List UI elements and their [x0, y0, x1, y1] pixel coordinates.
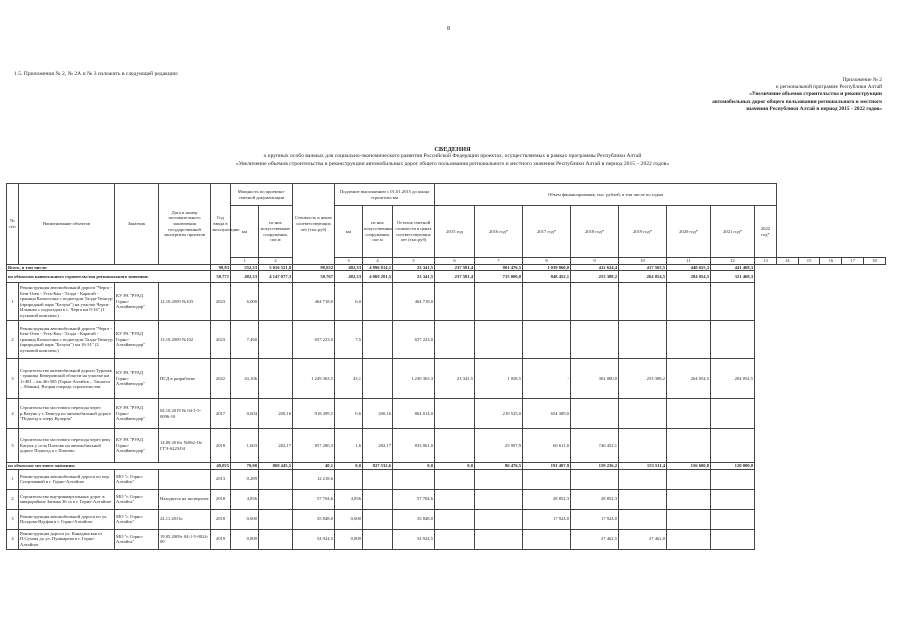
section-label: по объектам капитального строительства регионального значения: [7, 271, 211, 283]
table-cell: 0,0 [335, 463, 363, 470]
table-cell: 43,106 [231, 359, 259, 399]
table-row [7, 509, 886, 529]
table-cell: 70,00 [231, 463, 259, 470]
appendix-block [482, 77, 882, 113]
table-cell: 210 525,0 [475, 399, 523, 429]
table-cell [667, 469, 711, 489]
table-cell: 1 058,5 [475, 359, 523, 399]
header-capacity: Мощность по проектно-сметной документации [231, 184, 293, 206]
table-row [7, 359, 886, 399]
table-cell: 40,055 [211, 463, 231, 470]
table-cell: 0,604 [231, 399, 259, 429]
table-cell: 23 341,5 [393, 271, 435, 283]
table-cell [435, 399, 475, 429]
table-cell: 13.10.2009 №102 [159, 321, 211, 359]
table-cell: 1 [7, 469, 19, 489]
table-cell: 191 407,9 [523, 463, 571, 470]
header-expertise: Дата и номер положительного заключения государственной экспертизы проектов [159, 184, 211, 265]
table-cell: 54 924,5 [393, 529, 435, 549]
table-cell: 58,771 [211, 271, 231, 283]
table-cell: 2 [7, 489, 19, 509]
table-cell [619, 509, 667, 529]
table-cell: 715 000,0 [475, 271, 523, 283]
table-cell [667, 489, 711, 509]
column-number: 4 [363, 258, 393, 265]
table-cell: 153 511,4 [619, 463, 667, 470]
header-financing: Объем финансирования, тыс. рублей, в том числе по годам [435, 184, 777, 206]
object-name: Реконструкция автомобильной дороги по пер. Спортивный в г. Горно-Алтайске [19, 469, 115, 489]
column-number: 2 [259, 258, 293, 265]
table-cell: 284 054,5 [711, 359, 755, 399]
table-cell [363, 509, 393, 529]
table-cell [523, 283, 571, 321]
column-number: 17 [842, 258, 864, 265]
table-cell: 1 249 363,3 [393, 359, 435, 399]
intro-text: 1.5. Приложения № 2, № 2А и № 3 изложить в следующей редакции: [14, 71, 179, 77]
table-cell: 2 [7, 321, 19, 359]
table-cell: 19.05.2009г 04-1-5-0024-09 [159, 529, 211, 549]
table-cell [335, 469, 363, 489]
table-cell [475, 509, 523, 529]
table-cell: 833 061,0 [393, 429, 435, 463]
table-cell [667, 321, 711, 359]
table-cell: 24.11.2013г. [159, 509, 211, 529]
table-cell [259, 359, 293, 399]
table-cell: КУ РА "РУАД Горно-Алтайавтодор" [115, 399, 159, 429]
table-cell [711, 529, 755, 549]
table-cell [711, 321, 755, 359]
table-cell: 848 452,1 [523, 271, 571, 283]
table-cell: 657 223,0 [293, 321, 335, 359]
table-cell [475, 283, 523, 321]
table-cell: 0,800 [231, 529, 259, 549]
table-cell [475, 489, 523, 509]
table-cell: 1,6 [335, 429, 363, 463]
table-cell: 464 718,0 [293, 283, 335, 321]
table-cell [159, 469, 211, 489]
table-cell [619, 429, 667, 463]
table-cell: 1 [7, 283, 19, 321]
table-cell: 3 [7, 509, 19, 529]
section-local-row [7, 463, 886, 470]
table-cell: 4 [7, 529, 19, 549]
header-done-structures: из них искусственные сооружения, пог.м [363, 206, 393, 258]
table-cell: 302 000,0 [571, 359, 619, 399]
column-number: 9 [571, 258, 619, 265]
table-cell [523, 321, 571, 359]
table-cell: 827 532,6 [363, 463, 393, 470]
table-cell: 0,0 [393, 463, 435, 470]
table-cell: 98,83 [211, 264, 231, 271]
document-heading [0, 146, 905, 168]
table-cell [667, 283, 711, 321]
table-cell: 5 [7, 429, 19, 463]
object-name: Реконструкция автомобильной дороги "Черга - Беш-Озек - Усть-Кан - Талда - Карагай - граница Казахстана с подъездом Талда-Тюнгур (природный парк "Белуха") км 16-31" (2 пусковой комплекс) [19, 321, 115, 359]
document-subtitle: о крупных особо важных для социально-экономического развития Российской Федерации проектах, осуществляемых в рамках программы Республики Алтай [263, 153, 642, 160]
row-label: Всего, в том числе: [7, 264, 211, 271]
header-name: Наименование объектов [19, 184, 115, 265]
header-year-2020: 2020 год* [667, 206, 711, 258]
table-cell: 0,0 [435, 463, 475, 470]
object-name: Реконструкция автомобильной дороги по ул. Полдова-Ядуфая в г. Горно-Алтайске [19, 509, 115, 529]
table-cell: 86 476,5 [475, 463, 523, 470]
table-cell: 264 054,5 [619, 271, 667, 283]
table-cell: 35 848,0 [293, 509, 335, 529]
table-cell [711, 429, 755, 463]
table-cell: 60 611,0 [523, 429, 571, 463]
table-cell: 0,6 [335, 399, 363, 429]
table-cell: 35 848,0 [393, 509, 435, 529]
table-cell [711, 489, 755, 509]
table-cell [711, 509, 755, 529]
table-cell: 57 704,6 [293, 489, 335, 509]
table-cell: КУ РА "РУАД Горно-Алтайавтодор" [115, 321, 159, 359]
table-cell: 58,767 [293, 271, 335, 283]
table-cell: 237 581,4 [435, 271, 475, 283]
column-number: 10 [619, 258, 667, 265]
table-cell: 23 341,5 [435, 359, 475, 399]
table-row [7, 399, 886, 429]
table-cell [523, 529, 571, 549]
table-cell: 14.09.2016г №862-16/ГГЭ-6223/04 [159, 429, 211, 463]
table-cell [363, 489, 393, 509]
header-year-2019: 2019 год* [619, 206, 667, 258]
table-cell: 6,000 [231, 283, 259, 321]
header-done-rest: Остаток сметной стоимости в ценах соответствующих лет (тыс.руб) [393, 206, 435, 258]
table-cell [667, 429, 711, 463]
table-cell: 28 852,3 [571, 489, 619, 509]
table-cell: 2018 [211, 489, 231, 509]
table-cell [711, 469, 755, 489]
appendix-line: Приложение № 2 [842, 77, 882, 83]
table-cell [667, 529, 711, 549]
table-cell [435, 469, 475, 489]
column-number: 18 [864, 258, 886, 265]
table-cell [259, 283, 293, 321]
table-cell: 253 388,2 [619, 359, 667, 399]
table-cell [363, 359, 393, 399]
table-cell: МО "г. Горно-Алтайск" [115, 489, 159, 509]
table-cell: 918 499,5 [293, 399, 335, 429]
table-cell: 7,5 [335, 321, 363, 359]
table-cell [523, 469, 571, 489]
table-cell [475, 529, 523, 549]
table-cell: 253 388,2 [571, 271, 619, 283]
table-cell: 2022 [211, 359, 231, 399]
document-subtitle: «Увеличение объемов строительства и реконструкции автомобильных дорог общего пользования регионального и местного значения Республики Алтай в период 2015 – 2022 годов» [235, 160, 670, 167]
appendix-program-title: автомобильных дорог общего пользования регионального и местного [712, 98, 882, 105]
table-cell [711, 283, 755, 321]
appendix-program-title: «Увеличение объемов строительства и реконструкции [749, 91, 882, 98]
table-cell: 17 924,0 [571, 509, 619, 529]
table-cell: 23 341,5 [393, 264, 435, 271]
header-year-2021: 2021 год* [711, 206, 755, 258]
table-cell: 200,16 [363, 399, 393, 429]
header-num: № п/п [7, 184, 19, 265]
table-cell [363, 469, 393, 489]
object-name: Реконструкция дороги ул. Канадинская от П.Сухова до ул. Пушкарева в г. Горно-Алтайске [19, 529, 115, 549]
table-cell: 237 581,4 [435, 264, 475, 271]
table-cell: 482,33 [231, 271, 259, 283]
table-cell: 264 054,5 [667, 359, 711, 399]
table-cell [619, 489, 667, 509]
column-number: 7 [475, 258, 523, 265]
table-cell [393, 469, 435, 489]
table-cell [435, 321, 475, 359]
table-row [7, 283, 886, 321]
table-cell: 321 468,3 [711, 271, 755, 283]
table-cell [619, 321, 667, 359]
table-cell [259, 489, 293, 509]
table-cell: 284 054,5 [667, 271, 711, 283]
table-cell: 440 655,3 [667, 264, 711, 271]
table-cell: 864 014,0 [393, 399, 435, 429]
header-year: Год ввода в эксплуатацию [211, 184, 231, 265]
header-capacity-structures: из них искусственные сооружения, пог.м [259, 206, 293, 258]
table-cell [619, 469, 667, 489]
table-cell: 2023 [211, 283, 231, 321]
table-cell: 4 [7, 399, 19, 429]
table-cell: 1 249 363,5 [293, 359, 335, 399]
table-cell: 43,1 [335, 359, 363, 399]
table-cell: 2017 [211, 399, 231, 429]
table-cell: 27 462,5 [571, 529, 619, 549]
table-cell: 7,460 [231, 321, 259, 359]
table-cell: 120 000,0 [711, 463, 755, 470]
table-cell: 801 476,5 [475, 264, 523, 271]
table-cell: 0,800 [335, 529, 363, 549]
column-number: 3 [335, 258, 363, 265]
table-cell: 2019 [211, 529, 231, 549]
table-cell: 4 069 281,5 [363, 271, 393, 283]
table-cell: 12.10.2009 №103 [159, 283, 211, 321]
appendix-line: к региональной программе Республики Алтай [776, 84, 882, 91]
table-cell: 482,33 [335, 264, 363, 271]
header-customer: Заказчик [115, 184, 159, 265]
table-cell [259, 321, 293, 359]
table-cell [363, 321, 393, 359]
table-cell: КУ РА "РУАД Горно-Алтайавтодор" [115, 283, 159, 321]
table-cell: 200,16 [259, 399, 293, 429]
table-cell: 1 039 860,0 [523, 264, 571, 271]
column-number: 13 [755, 258, 777, 265]
object-name: Реконструкция автомобильной дороги "Черга - Беш-Озек - Усть-Кан - Талда - Карагай - граница Казахстана с подъездом Талда-Тюнгур (природный парк "Белуха") на участке Черги-Ильинка с подъездом к с. Черга км 0-16" (1 пусковой комплекс) [19, 283, 115, 321]
table-cell: МО "г. Горно-Алтайск" [115, 529, 159, 549]
table-cell: 04.10.2019 № 04-1-5-0096-10 [159, 399, 211, 429]
table-cell: МО "г. Горно-Алтайск" [115, 469, 159, 489]
object-name: Строительство мостового перехода через р.Катунь у с.Тюнгур по автомобильной дороге "Подъезд к озеру Кучерла" [19, 399, 115, 429]
header-year-2022: 2022 год* [755, 206, 777, 258]
table-cell [619, 399, 667, 429]
table-cell [475, 469, 523, 489]
table-cell: 6,0 [335, 283, 363, 321]
table-cell: 417 565,5 [619, 264, 667, 271]
table-cell: 441 468,3 [711, 264, 755, 271]
table-row [7, 321, 886, 359]
table-cell: 282,17 [259, 429, 293, 463]
column-number: 1 [231, 258, 259, 265]
table-cell: 25 997,9 [475, 429, 523, 463]
table-row [7, 429, 886, 463]
column-number: 15 [798, 258, 820, 265]
table-cell: 1,603 [231, 429, 259, 463]
table-cell: 2018 [211, 429, 231, 463]
table-cell: 482,33 [335, 271, 363, 283]
table-cell [711, 399, 755, 429]
table-cell [667, 509, 711, 529]
table-cell: 4,856 [335, 489, 363, 509]
table-cell: 654 389,0 [523, 399, 571, 429]
table-cell: 159 236,2 [571, 463, 619, 470]
table-cell: 27 462,0 [619, 529, 667, 549]
table-cell: МО "г. Горно-Алтайск" [115, 509, 159, 529]
table-cell: 4 147 077,3 [259, 271, 293, 283]
table-cell: 12 218,6 [293, 469, 335, 489]
table-cell: 464 718,0 [393, 283, 435, 321]
table-cell: 746 452,1 [571, 429, 619, 463]
document-title: СВЕДЕНИЯ [434, 146, 471, 153]
header-year-2017: 2017 год* [523, 206, 571, 258]
appendix-program-title: значения Республики Алтай в период 2015 - 2022 годов» [745, 105, 882, 112]
table-cell: Находится на экспертизе [159, 489, 211, 509]
table-cell: 54 924,5 [293, 529, 335, 549]
table-cell: ПСД в разработке [159, 359, 211, 399]
table-cell: КУ РА "РУАД Горно-Алтайавтодор" [115, 429, 159, 463]
header-cost: Стоимость в ценах соответствующих лет (тыс.руб) [293, 184, 335, 265]
table-cell: 412 624,4 [571, 264, 619, 271]
table-cell [475, 321, 523, 359]
table-cell: 156 600,8 [667, 463, 711, 470]
table-cell: 2013 [211, 469, 231, 489]
table-cell [259, 509, 293, 529]
table-cell: 57 704,6 [393, 489, 435, 509]
table-cell: 40,1 [293, 463, 335, 470]
table-row [7, 529, 886, 549]
table-cell [571, 321, 619, 359]
table-cell: 3 [7, 359, 19, 399]
total-row [7, 264, 886, 271]
table-cell: 0,600 [335, 509, 363, 529]
table-row [7, 489, 886, 509]
table-cell [571, 283, 619, 321]
object-name: Строительство внутриквартальных дорог в микрорайоне Заимка 36 га в г. Горно-Алтайске [19, 489, 115, 509]
header-done-km: км [335, 206, 363, 258]
section-regional-row [7, 271, 886, 283]
table-cell [571, 399, 619, 429]
table-cell [435, 529, 475, 549]
table-cell: КУ РА "РУАД Горно-Алтайавтодор" [115, 359, 159, 399]
table-cell [619, 283, 667, 321]
table-row [7, 469, 886, 489]
table-cell [363, 529, 393, 549]
table-cell: 2018 [211, 509, 231, 529]
table-cell [435, 489, 475, 509]
object-name: Строительство мостового перехода через реку Катунь у села Платово на автомобильной дороге Подъезд к с.Платово [19, 429, 115, 463]
column-number: 16 [820, 258, 842, 265]
table-cell [667, 399, 711, 429]
column-number: 14 [776, 258, 798, 265]
section-label: по объектам местного значения: [7, 463, 211, 470]
table-cell: - [523, 359, 571, 399]
projects-table [6, 183, 886, 550]
page-number: 8 [447, 26, 450, 32]
table-cell [259, 529, 293, 549]
table-cell: 5 016 521,8 [259, 264, 293, 271]
table-cell: 0,600 [231, 509, 259, 529]
table-cell: 28 852,3 [523, 489, 571, 509]
table-cell: 0,289 [231, 469, 259, 489]
header-to-complete: Подлежит выполнению с 01.01.2015 до конца строительства [335, 184, 435, 206]
table-cell: 98,022 [293, 264, 335, 271]
header-year-2015: 2015 год [435, 206, 475, 258]
table-cell [435, 509, 475, 529]
header-year-2016: 2016 год* [475, 206, 523, 258]
column-number: 6 [435, 258, 475, 265]
header-capacity-km: км [231, 206, 259, 258]
table-cell [435, 429, 475, 463]
column-number: 12 [711, 258, 755, 265]
table-cell: 552,33 [231, 264, 259, 271]
table-cell: 2023 [211, 321, 231, 359]
column-number: 11 [667, 258, 711, 265]
table-cell: 657 223,0 [393, 321, 435, 359]
table-cell: 4,856 [231, 489, 259, 509]
table-cell: 857 280,3 [293, 429, 335, 463]
table-cell [571, 469, 619, 489]
column-number: 5 [393, 258, 435, 265]
column-number: 8 [523, 258, 571, 265]
table-cell [363, 283, 393, 321]
table-cell: 17 924,0 [523, 509, 571, 529]
table-cell: 869 445,5 [259, 463, 293, 470]
table-cell [259, 469, 293, 489]
table-cell: 4 896 814,1 [363, 264, 393, 271]
table-cell [435, 283, 475, 321]
header-year-2018: 2018 год* [571, 206, 619, 258]
object-name: Строительство автомобильной дороги Турочак - граница Кемеровской области на участке км 1+481 – км 46+585 (Горно-Алтайск – Ташагол – Абакан). Вторая очередь строительства [19, 359, 115, 399]
table-cell: 282,17 [363, 429, 393, 463]
